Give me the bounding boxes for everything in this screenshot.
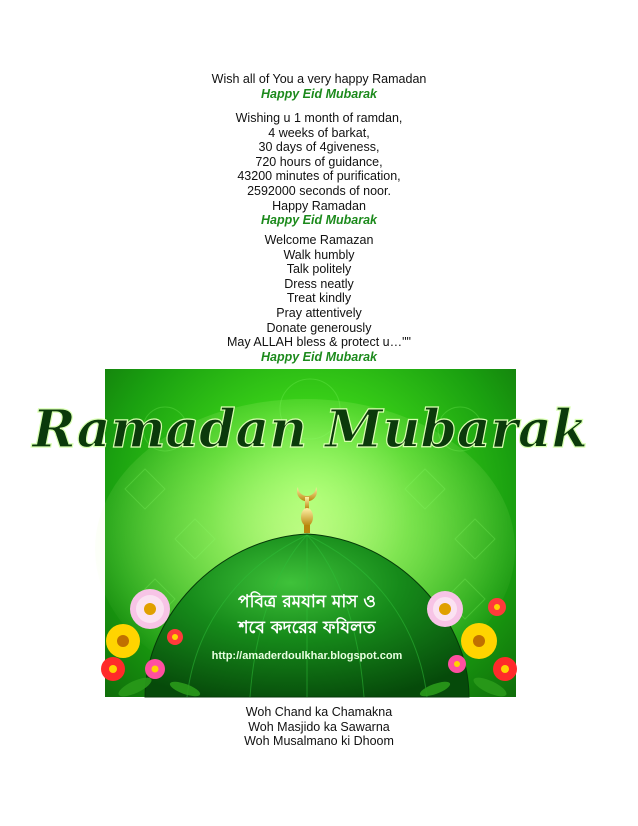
welcome-block: [0, 233, 638, 364]
eid-greeting: Happy Eid Mubarak: [261, 349, 377, 364]
wish-line: 2592000 seconds of noor.: [247, 183, 391, 198]
welcome-line: Pray attentively: [276, 305, 362, 320]
wish-line: 4 weeks of barkat,: [268, 125, 370, 140]
welcome-line: Walk humbly: [283, 247, 355, 262]
wish-line: 30 days of 4giveness,: [258, 140, 380, 155]
closing-line: Woh Musalmano ki Dhoom: [244, 734, 394, 749]
welcome-line: May ALLAH bless & protect u…"": [227, 335, 411, 350]
eid-greeting: Happy Eid Mubarak: [261, 213, 377, 228]
eid-greeting: Happy Eid Mubarak: [261, 86, 377, 101]
wish-line: Happy Ramadan: [272, 198, 366, 213]
banner-url: http://amaderdoulkhar.blogspot.com: [211, 650, 403, 662]
bengali-line-1: পবিত্র রমযান মাস ও: [238, 592, 376, 612]
wishes-block: [0, 111, 638, 228]
wish-line: Wishing u 1 month of ramdan,: [235, 111, 403, 125]
wish-line: 720 hours of guidance,: [255, 154, 383, 169]
ramadan-banner-image: [32, 369, 588, 697]
welcome-line: Welcome Ramazan: [264, 233, 374, 247]
intro-line: Wish all of You a very happy Ramadan: [211, 72, 427, 86]
wish-line: 43200 minutes of purification,: [237, 169, 401, 184]
closing-line: Woh Masjido ka Sawarna: [248, 719, 390, 734]
intro-block: [0, 72, 638, 101]
welcome-line: Treat kindly: [286, 291, 352, 306]
closing-block: [0, 705, 638, 749]
bengali-line-2: শবে কদরের ফযিলত: [238, 618, 376, 638]
welcome-line: Donate generously: [266, 320, 372, 335]
welcome-line: Dress neatly: [284, 276, 354, 291]
closing-line: Woh Chand ka Chamakna: [245, 705, 393, 719]
banner-title: Ramadan Mubarak: [32, 399, 588, 460]
welcome-line: Talk politely: [286, 262, 352, 277]
